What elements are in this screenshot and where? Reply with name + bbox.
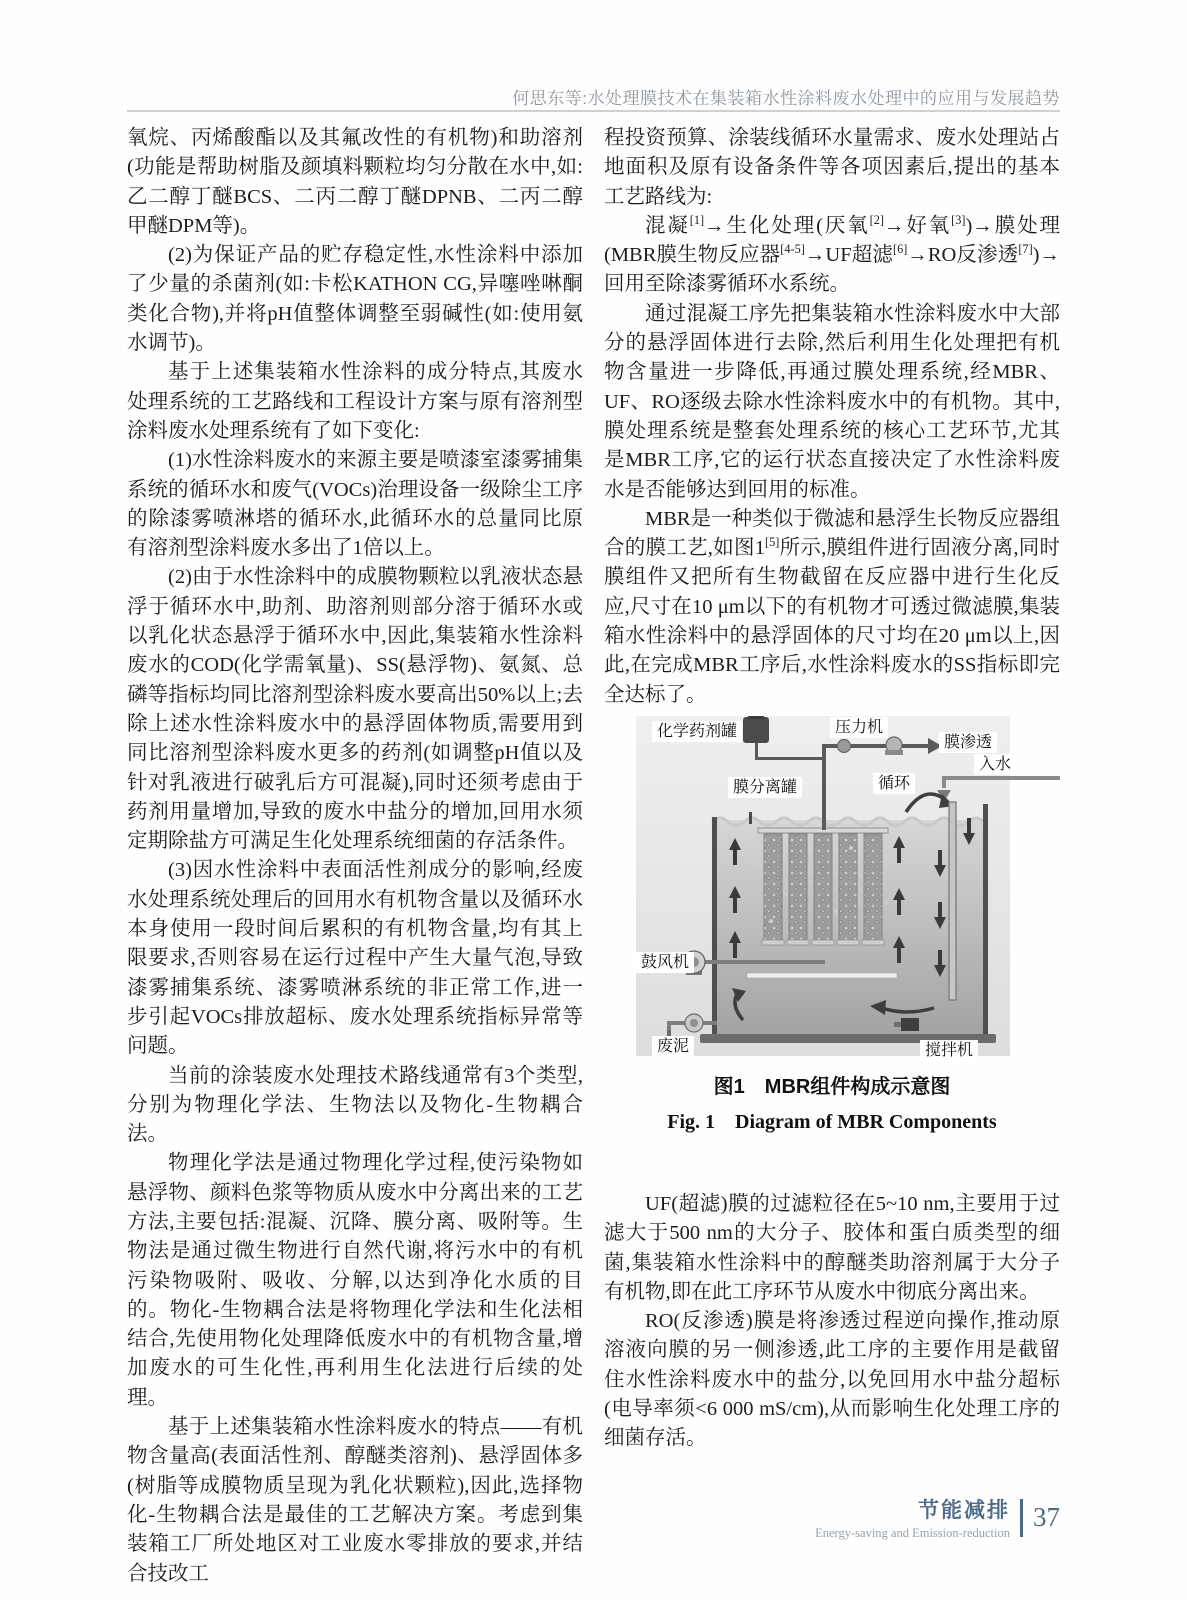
paragraph: 程投资预算、涂装线循环水量需求、废水处理站占地面积及原有设备条件等各项因素后,提出的基本工艺路线为:: [604, 127, 1060, 208]
permeate-pump-icon: [885, 737, 903, 755]
label-water-in: 入水: [974, 754, 1016, 775]
right-column-top: [604, 124, 1060, 710]
label-membrane-separation-tank: 膜分离罐: [728, 777, 802, 798]
page-number: 37: [1033, 1502, 1060, 1532]
dosing-drop: [749, 812, 752, 824]
paragraph: 通过混凝工序先把集装箱水性涂料废水中大部分的悬浮固体进行去除,然后利用生化处理把有机物含量进一步降低,再通过膜处理系统,经MBR、UF、RO逐级去除水性涂料废水中的有机物。其中,膜处理系统是整套处理系统的核心工艺环节,尤其是MBR工序,它的运行状态直接决定了水性涂料废水是否能够达到回用的标准。: [604, 302, 1060, 501]
paragraph: 混凝[1]→生化处理(厌氧[2]→好氧[3])→膜处理(MBR膜生物反应器[4-5]→UF超滤[6]→RO反渗透[7])→回用至除漆雾循环水系统。: [604, 213, 1061, 296]
label-agitator: 搅拌机: [920, 1040, 978, 1061]
label-waste-sludge: 废泥: [652, 1036, 694, 1057]
page-footer: [640, 1494, 1060, 1541]
label-blower: 鼓风机: [636, 952, 694, 973]
paragraph: 物理化学法是通过物理化学过程,使污染物如悬浮物、颜料色浆等物质从废水中分离出来的工艺方法,主要包括:混凝、沉降、膜分离、吸附等。生物法是通过微生物进行自然代谢,将污水中的有机污染物吸附、吸收、分解,以达到净化水质的目的。物化-生物耦合法是将物理化学法和生化法相结合,先使用物化处理降低废水中的有机物含量,增加废水的可生化性,再利用生化法进行后续的处理。: [127, 1152, 583, 1409]
header-rule: [127, 110, 1060, 112]
mbr-diagram-photo: [636, 716, 1012, 1059]
figure-1: [604, 716, 1060, 1059]
paragraph: 氧烷、丙烯酸酯以及其氟改性的有机物)和助溶剂(功能是帮助树脂及颜填料颗粒均匀分散在水中,如:乙二醇丁醚BCS、二丙二醇丁醚DPNB、二丙二醇甲醚DPM等)。: [127, 127, 583, 237]
aeration-diffuser-bar: [747, 973, 897, 978]
label-pressure-machine: 压力机: [830, 717, 888, 738]
chemical-tank-icon: [743, 716, 769, 743]
paragraph: (2)为保证产品的贮存稳定性,水性涂料中添加了少量的杀菌剂(如:卡松KATHON CG,异噻唑啉酮类化合物),并将pH值整体调整至弱碱性(如:使用氨水调节)。: [127, 244, 583, 355]
right-column: [604, 124, 1060, 1454]
mbr-diagram: [636, 716, 1010, 1056]
paragraph: RO(反渗透)膜是将渗透过程逆向操作,推动原溶液向膜的另一侧渗透,此工序的主要作用是截留住水性涂料废水中的盐分,以免回用水中盐分超标(电导率须<6 000 mS/cm),从而影响生化处理工序的细菌存活。: [604, 1310, 1060, 1450]
aeration-pipe: [702, 960, 825, 964]
label-membrane-permeate: 膜渗透: [939, 732, 997, 753]
figure-caption-cn: 图1 MBR组件构成示意图: [713, 1075, 951, 1098]
journal-name-cn: 节能减排: [918, 1499, 1010, 1522]
paragraph: 基于上述集装箱水性涂料废水的特点——有机物含量高(表面活性剂、醇醚类溶剂)、悬浮固体多(树脂等成膜物质呈现为乳化状颗粒),因此,选择物化-生物耦合法是最佳的工艺解决方案。考虑到集装箱工厂所处地区对工业废水零排放的要求,并结合技改工: [127, 1416, 583, 1585]
downcomer-pipe: [949, 802, 956, 1000]
paragraph: (2)由于水性涂料中的成膜物颗粒以乳液状态悬浮于循环水中,助剂、助溶剂则部分溶于循环水或以乳化状态悬浮于循环水中,因此,集装箱水性涂料废水的COD(化学需氧量)、SS(悬浮物)、氨氮、总磷等指标均同比溶剂型涂料废水要高出50%以上;去除上述水性涂料废水中的悬浮固体物质,需要用到同比溶剂型涂料废水更多的药剂(如调整pH值以及针对乳液进行破乳后方可混凝),同时还须考虑由于药剂用量增加,导致的废水中盐分的增加,回用水须定期除盐方可满足生化处理系统细菌的存活条件。: [127, 566, 583, 853]
journal-name-block: [815, 1494, 1010, 1541]
paragraph: 基于上述集装箱水性涂料的成分特点,其废水处理系统的工艺路线和工程设计方案与原有溶剂型涂料废水处理系统有了如下变化:: [127, 361, 583, 442]
paragraph: 当前的涂装废水处理技术路线通常有3个类型,分别为物理化学法、生物法以及物化-生物耦合法。: [127, 1064, 583, 1146]
right-column-bottom: [604, 1190, 1060, 1454]
paragraph: (3)因水性涂料中表面活性剂成分的影响,经废水处理系统处理后的回用水有机物含量以及循环水本身使用一段时间后累积的有机物含量,均有其上限要求,否则容易在运行过程中产生大量气泡,导致漆雾捕集系统、漆雾喷淋系统的非正常工作,进一步引起VOCs排放超标、废水处理系统指标异常等问题。: [127, 859, 583, 1058]
pressure-gauge-icon: [838, 739, 851, 752]
membrane-module-icon: [756, 834, 888, 945]
tank-wall-left: [712, 817, 717, 1036]
paragraph: UF(超滤)膜的过滤粒径在5~10 nm,主要用于过滤大于500 nm的大分子、胶体和蛋白质类型的细菌,集装箱水性涂料中的醇醚类助溶剂属于大分子有机物,即在此工序环节从废水中彻底分离出来。: [604, 1192, 1060, 1303]
label-chemical-tank: 化学药剂罐: [652, 721, 742, 742]
figure-caption-en: Fig. 1 Diagram of MBR Components: [667, 1110, 997, 1133]
running-title: 何思东等:水处理膜技术在集装箱水性涂料废水处理中的应用与发展趋势: [512, 89, 1060, 108]
label-circulation: 循环: [873, 773, 915, 794]
journal-name-en: Energy-saving and Emission-reduction: [815, 1526, 1010, 1540]
paragraph: MBR是一种类似于微滤和悬浮生长物反应器组合的膜工艺,如图1[5]所示,膜组件进行固液分离,同时膜组件又把所有生物截留在反应器中进行生化反应,尺寸在10 μm以下的有机物才可透过微滤膜,集装箱水性涂料中的悬浮固体的尺寸均在20 μm以上,因此,在完成MBR工序后,水性涂料废水的SS指标即完全达标了。: [604, 507, 1061, 706]
footer-divider-bar: [1020, 1499, 1023, 1537]
tank-wall-right: [983, 804, 988, 1036]
left-column: [127, 124, 583, 1589]
paragraph: (1)水性涂料废水的来源主要是喷漆室漆雾捕集系统的循环水和废气(VOCs)治理设备一级除尘工序的除漆雾喷淋塔的循环水,此循环水的总量同比原有溶剂型涂料废水多出了1倍以上。: [127, 449, 583, 560]
